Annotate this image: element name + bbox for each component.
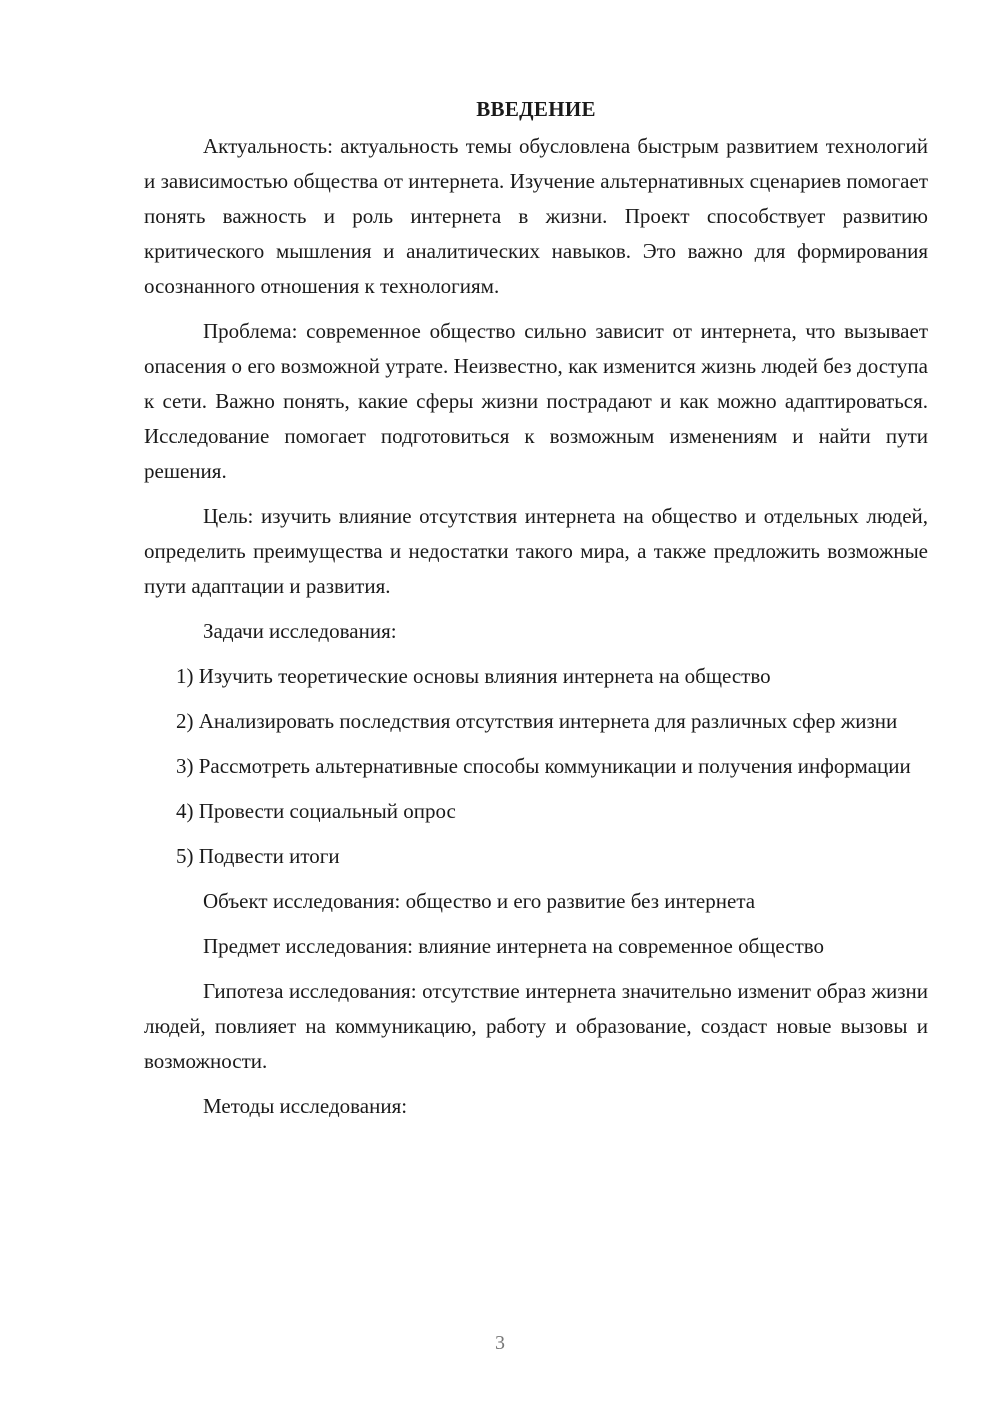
section-title: ВВЕДЕНИЕ — [476, 97, 596, 121]
document-page — [144, 92, 928, 1134]
task-item-5: 5) Подвести итоги — [176, 844, 340, 868]
task-item-1: 1) Изучить теоретические основы влияния интернета на общество — [176, 664, 771, 688]
paragraph-hypothesis: Гипотеза исследования: отсутствие интернета значительно изменит образ жизни людей, повлияет на коммуникацию, работу и образование, создаст новые вызовы и возможности. — [144, 979, 928, 1073]
paragraph-methods: Методы исследования: — [203, 1094, 408, 1118]
task-item-2: 2) Анализировать последствия отсутствия интернета для различных сфер жизни — [176, 709, 898, 733]
task-item-3: 3) Рассмотреть альтернативные способы коммуникации и получения информации — [176, 754, 911, 778]
paragraph-goal: Цель: изучить влияние отсутствия интернета на общество и отдельных людей, определить преимущества и недостатки такого мира, а также предложить возможные пути адаптации и развития. — [144, 504, 928, 598]
task-item-4: 4) Провести социальный опрос — [176, 799, 456, 823]
page-number: 3 — [495, 1332, 505, 1354]
paragraph-problem: Проблема: современное общество сильно зависит от интернета, что вызывает опасения о его возможной утрате. Неизвестно, как изменится жизнь людей без доступа к сети. Важно понять, какие сферы жизни пострадают и как можно адаптироваться. Исследование помогает подготовиться к возможным изменениям и найти пути решения. — [144, 319, 928, 483]
paragraph-relevance: Актуальность: актуальность темы обусловлена быстрым развитием технологий и зависимостью общества от интернета. Изучение альтернативных сценариев помогает понять важность и роль интернета в жизни. Проект способствует развитию критического мышления и аналитических навыков. Это важно для формирования осознанного отношения к технологиям. — [144, 134, 928, 298]
paragraph-tasks-heading: Задачи исследования: — [203, 619, 397, 643]
paragraph-subject: Предмет исследования: влияние интернета на современное общество — [203, 934, 825, 958]
paragraph-object: Объект исследования: общество и его развитие без интернета — [203, 889, 756, 913]
